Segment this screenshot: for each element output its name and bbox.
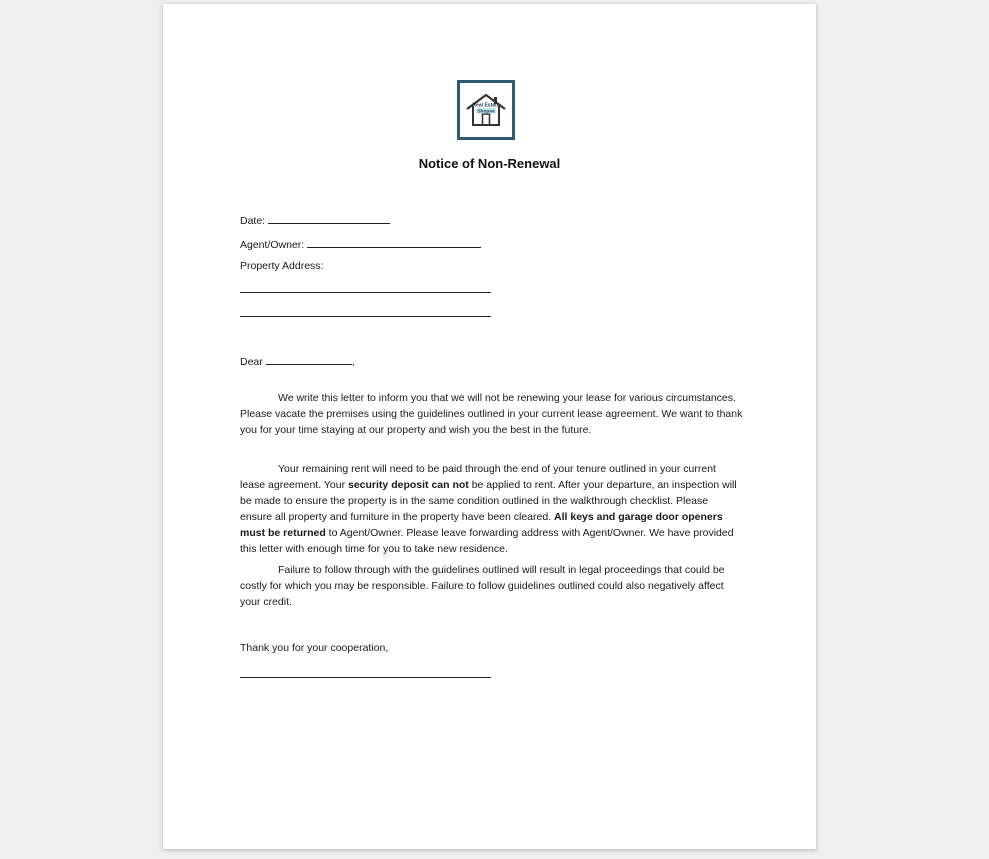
- svg-text:Shopee: Shopee: [477, 109, 495, 115]
- date-field: [240, 212, 390, 227]
- closing-line: Thank you for your cooperation,: [240, 642, 389, 654]
- company-logo: [457, 80, 515, 140]
- paragraph-2: [240, 461, 743, 557]
- dear-comma: ,: [351, 356, 355, 368]
- paragraph-3: Failure to follow through with the guidelines outlined will result in legal proceedings that could be costly for which you may be responsible. Failure to follow guidelines outlined could also negatively affect your credit.: [240, 564, 725, 608]
- paragraph-2-part-a: Your remaining rent will need to be paid through the end of your tenure outlined in your current lease agreement. Your: [240, 463, 716, 491]
- security-deposit-emphasis: security deposit can not: [348, 479, 469, 491]
- salutation: [240, 353, 355, 368]
- keys-returned-emphasis: All keys and garage door openers must be returned: [240, 511, 723, 539]
- date-label: Date:: [240, 215, 266, 227]
- signature-line: [240, 677, 491, 678]
- dear-label: Dear: [240, 356, 263, 368]
- document-title: Notice of Non-Renewal: [418, 156, 561, 171]
- date-blank: [268, 212, 390, 224]
- recipient-blank: [266, 353, 352, 365]
- house-icon: [464, 92, 508, 128]
- document-page: [163, 4, 816, 849]
- property-address-line-1: [240, 292, 491, 293]
- paragraph-2-part-e: to Agent/Owner. Please leave forwarding address with Agent/Owner. We have provided this letter with enough time for you to take new residence.: [240, 527, 734, 555]
- agent-owner-blank: [307, 236, 481, 248]
- svg-text:Real Estate: Real Estate: [472, 102, 500, 109]
- property-address-line-2: [240, 316, 491, 317]
- paragraph-1: We write this letter to inform you that we will not be renewing your lease for various circumstances. Please vacate the premises using the guidelines outlined in your current lease agreement. We want to thank you for your time staying at our property and wish you the best in the future.: [240, 392, 743, 436]
- agent-owner-label: Agent/Owner:: [240, 239, 305, 251]
- paragraph-2-part-c: be applied to rent. After your departure, an inspection will be made to ensure the property is in the same condition outlined in the walkthrough checklist. Please ensure all property and furniture in the property have been cleared.: [240, 479, 737, 523]
- property-address-label: Property Address:: [240, 260, 324, 272]
- agent-owner-field: [240, 236, 481, 251]
